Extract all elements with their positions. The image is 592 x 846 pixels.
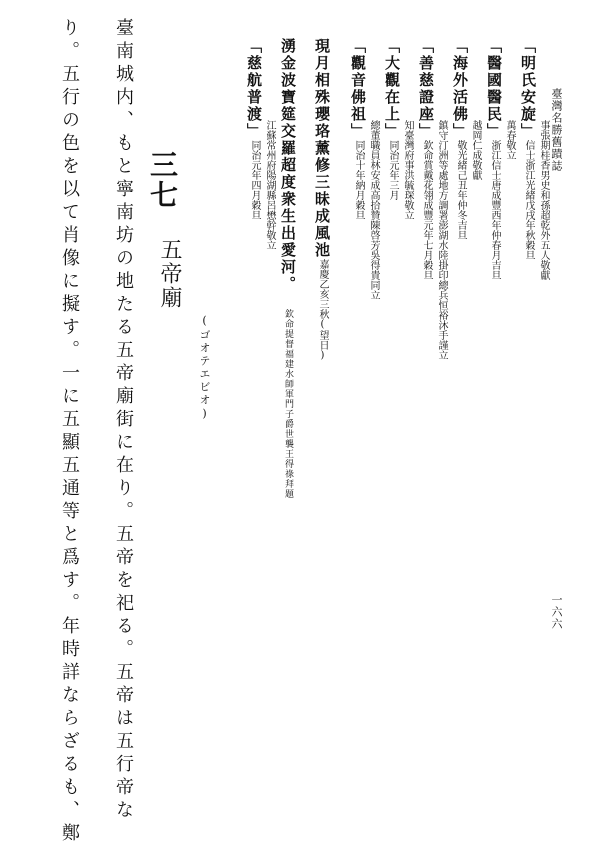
section-title: 五帝廟: [157, 238, 182, 310]
section-reading: (ゴオテエビオ): [198, 314, 211, 422]
plaque-note: 同治元年三月: [387, 140, 398, 200]
page-number: 一六六: [550, 594, 563, 630]
plaque-text: 「海外活佛」: [451, 38, 469, 140]
plaque-text: 「慈航普渡」: [245, 38, 263, 140]
plaque-entry: [520, 38, 536, 260]
section-number: 三七: [146, 150, 179, 210]
plaque-text: 「善慈證座」: [417, 38, 435, 140]
plaque-note-2: 鎮守汀洲等處地方調署澎湖水陸掛印總兵恒裕沐手謹立: [436, 120, 447, 360]
plaque-note-2: 總董職員林安成高拾贊陳啓芳吳得貴同立: [368, 120, 379, 300]
plaque-entry: [384, 38, 400, 200]
plaque-note: 同治十年納月穀旦: [353, 140, 364, 220]
plaque-note-2: 越岡仁成敬獻: [470, 120, 481, 180]
plaque-note: 信士浙江光緒戊戌年秋穀旦: [523, 140, 534, 260]
plaque-note-2: 江蘇常州府陽湖縣呂懋幹敬立: [264, 120, 275, 250]
verse-main: 現月相殊瓔珞薰修三昧成風池: [313, 38, 331, 259]
plaque-text: 「觀音佛祖」: [349, 38, 367, 140]
book-title: 臺灣名勝舊蹟誌: [550, 88, 563, 172]
verse-annotation: 欽命提督福建水師軍門子爵世襲王得祿拜題: [283, 309, 293, 499]
plaque-entry: [418, 38, 434, 280]
verse-line: [314, 38, 330, 361]
plaque-text: 「明氏安旋」: [519, 38, 537, 140]
plaque-note-2: 萬春敬立: [504, 120, 515, 160]
plaque-note: 欽命賞戴花翎成豐元年七月穀旦: [421, 140, 432, 280]
plaque-entry: [246, 38, 262, 220]
plaque-entry: [486, 38, 502, 280]
plaque-note-2: 事張期桂香男史和孫超乾外五人敬獻: [538, 120, 549, 280]
plaque-entry: [452, 38, 468, 240]
verse-annotation: 嘉慶乙亥三秋(望日): [317, 259, 328, 361]
plaque-entry: [350, 38, 366, 220]
body-paragraph-line: り。五行の色を以て肖像に擬す。一に五顯五通等と爲す。年時詳ならざるも、鄭: [59, 18, 80, 846]
plaque-text: 「醫國醫民」: [485, 38, 503, 140]
plaque-note: 浙江信士唐成豐西年仲春月吉旦: [489, 140, 500, 280]
body-paragraph-line: 臺南城内、もと寧南坊の地たる五帝廟街に在り。五帝を祀る。五帝は五行帝な: [113, 18, 134, 823]
verse-main: 湧金波寶筵交羅超度衆生出愛河。: [279, 38, 297, 293]
verse-line: [280, 38, 296, 499]
plaque-note-2: 知臺灣府事洪毓琛敬立: [402, 120, 413, 220]
plaque-note: 敬光緒己丑年仲冬吉旦: [455, 140, 466, 240]
plaque-note: 同治元年四月穀旦: [249, 140, 260, 220]
plaque-text: 「大觀在上」: [383, 38, 401, 140]
